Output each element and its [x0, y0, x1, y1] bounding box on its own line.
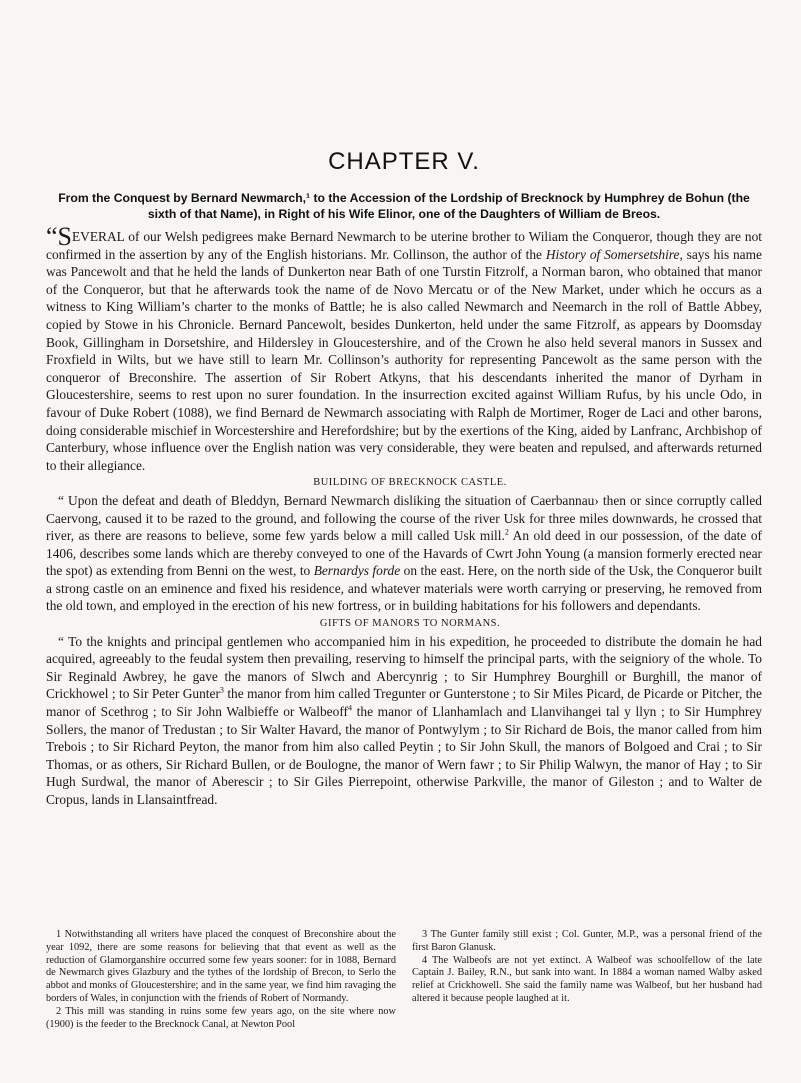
footnote-2: 2 This mill was standing in ruins some few years ago, on the site where now (1900) is the feeder to the Brecknock Canal, at Newton Pool: [46, 1005, 396, 1030]
paragraph-3: [46, 633, 762, 809]
paragraph-2: [46, 492, 762, 615]
footnote-ref-3: 3: [219, 685, 224, 695]
paragraph-3-text-a: “ To the knights and principal gentlemen who accompanied him in his expedition, he proceeded to distribute the domain he had acquired, agreeably to the feudal system then prevailing, reserving to himself the principal parts, with the seigniory of the whole. To Sir Reginald Awbrey, he gave the manors of Slwch and Abercynrig ; to Sir Humphrey Bourghill or Burghill, the manor of Crickhowel ; to Sir Peter Gunter: [46, 633, 762, 702]
footnote-ref-2: 2: [504, 527, 509, 537]
chapter-title: CHAPTER V.: [328, 148, 480, 175]
drop-cap: “S: [46, 222, 72, 251]
paragraph-2-italic: Bernardys forde: [313, 563, 401, 579]
footnote-4: 4 The Walbeofs are not yet extinct. A Walbeof was schoolfellow of the late Captain J. Bailey, R.N., but sank into want. In 1884 a woman named Walby asked relief at Crickhowell. She said the family name was Walbeof, but her husband had altered it because people laughed at it.: [412, 954, 762, 1004]
footnote-3: 3 The Gunter family still exist ; Col. Gunter, M.P., was a personal friend of the first Baron Glanusk.: [412, 929, 762, 953]
footnotes-left-column: [46, 929, 396, 1031]
paragraph-2-text-b: An old deed in our possession, of the date of 1406, describes some lands which are thereby conveyed to one of the Havards of Cwrt John Young (a mansion formerly erected near the spot) as extending from Benni on the west, to: [46, 528, 762, 579]
paragraph-1: [46, 222, 762, 474]
paragraph-2-text-c: on the east. Here, on the north side of the Usk, the Conqueror built a strong castle on an eminence and fixed his residence, and whatever materials were worth carrying or preserving, he removed from the old town, and employed in the erection of his new fortress, or in building habitations for his followers and dependants.: [46, 563, 762, 614]
footnote-ref-4: 4: [348, 703, 352, 713]
paragraph-1-text-a: EVERAL of our Welsh pedigrees make Bernard Newmarch to be uterine brother to Wiliam the Conqueror, though they are not confirmed in the assertion by any of the English historians. Mr. Collinson, the author of the: [46, 229, 762, 262]
body-text: [46, 222, 762, 809]
paragraph-1-text-b: says his name was Pancewolt and that he held the lands of Dunkerton near Bath of one Turstin Fitzrolf, a Norman baron, who obtained that manor of the Conqueror, but that he afterwards took the name of de Novo Mercatu or of the New Market, under which he occurs as a witness to King William’s charter to the monks of Battle; he is also called Newmarch and Neemarch in the roll of Battle Abbey, copied by Stowe in his Chronicle. Bernard Pancewolt, besides Dunkerton, held under the same Fitzrolf, as appears by Doomsday Book, Gillingham in Dorsetshire, and Hildersley in Gloucestershire, and of the Crown he also held several manors in Sussex and Froxfield in Wilts, but we have still to learn Mr. Collinson’s authority for representing Pancewolt as the same person with the conqueror of Breconshire. The assertion of Sir Robert Atkyns, that his descendants inherited the manor of Dyrham in Gloucestershire, seems to rest upon no surer foundation. In the insurrection excited against William Rufus, by his uncle Odo, in favour of Duke Robert (1088), we find Bernard de Newmarch associating with Ralph de Mortimer, Roger de Laci and other barons, doing considerable mischief in Worcestershire and Herefordshire; but by the exertions of the King, aided by Lanfranc, Archbishop of Canterbury, whose influence over the English nation was very considerable, they were beaten and repulsed, and afterwards returned to their allegiance.: [46, 246, 762, 473]
section-heading-manors: GIFTS OF MANORS TO NORMANS.: [319, 618, 501, 630]
footnotes: [46, 929, 762, 1031]
chapter-subtitle: From the Conquest by Bernard Newmarch,¹ to the Accession of the Lordship of Brecknock by Humphrey de Bohun (the sixth of that Name), in Right of his Wife Elinor, one of the Daughters of William de Breos.: [58, 191, 750, 221]
paragraph-2-text-a: “ Upon the defeat and death of Bleddyn, Bernard Newmarch disliking the situation of Caerbannau› then or since corruptly called Caervong, caused it to be razed to the ground, and following the course of the river Usk for three miles downwards, he crossed that river, as there are reasons to believe, some few yards below a mill called Usk mill.: [46, 492, 762, 544]
paragraph-1-italic: History of Somersetshire,: [545, 246, 683, 262]
footnote-1: 1 Notwithstanding all writers have placed the conquest of Breconshire about the year 1092, there are some reasons for believing that that event as well as the reduction of Glamorganshire occurred some few years sooner: for in 1088, Bernard de Newmarch gives Glazbury and the tythes of the lordship of Brecon, to Serlo the abbot and monks of Gloucestershire; and in the same year, we find him ravaging the borders of Wales, in conjunction with the friends of Robert of Normandy.: [46, 929, 396, 1004]
section-heading-castle: BUILDING OF BRECKNOCK CASTLE.: [313, 477, 507, 489]
footnotes-right-column: [412, 929, 762, 1031]
paragraph-3-text-b: the manor from him called Tregunter or Gunterstone ; to Sir Miles Picard, de Picarde or Pitcher, the manor of Scethrog ; to Sir John Walbieffe or Walbeoff: [46, 686, 762, 720]
paragraph-3-text-c: the manor of Llanhamlach and Llanvihangei tal y llyn ; to Sir Humphrey Sollers, the manor of Tredustan ; to Sir Walter Havard, the manor of Pontwylym ; to Sir Richard de Bois, the manor called from him Trebois ; to Sir Richard Peyton, the manor from him also called Peytin ; to Sir John Skull, the manors of Bolgoed and Crai ; to Sir Thomas, or as others, Sir Richard Bullen, or de Boulogne, the manor of Wern fawr ; to Sir Philip Walwyn, the manor of Hay ; to Sir Hugh Surdwal, the manor of Aberescir ; to Sir Giles Pierrepoint, otherwise Parkville, the manor of Gileston ; and to Walter de Cropus, lands in Llansaintfread.: [46, 704, 762, 807]
